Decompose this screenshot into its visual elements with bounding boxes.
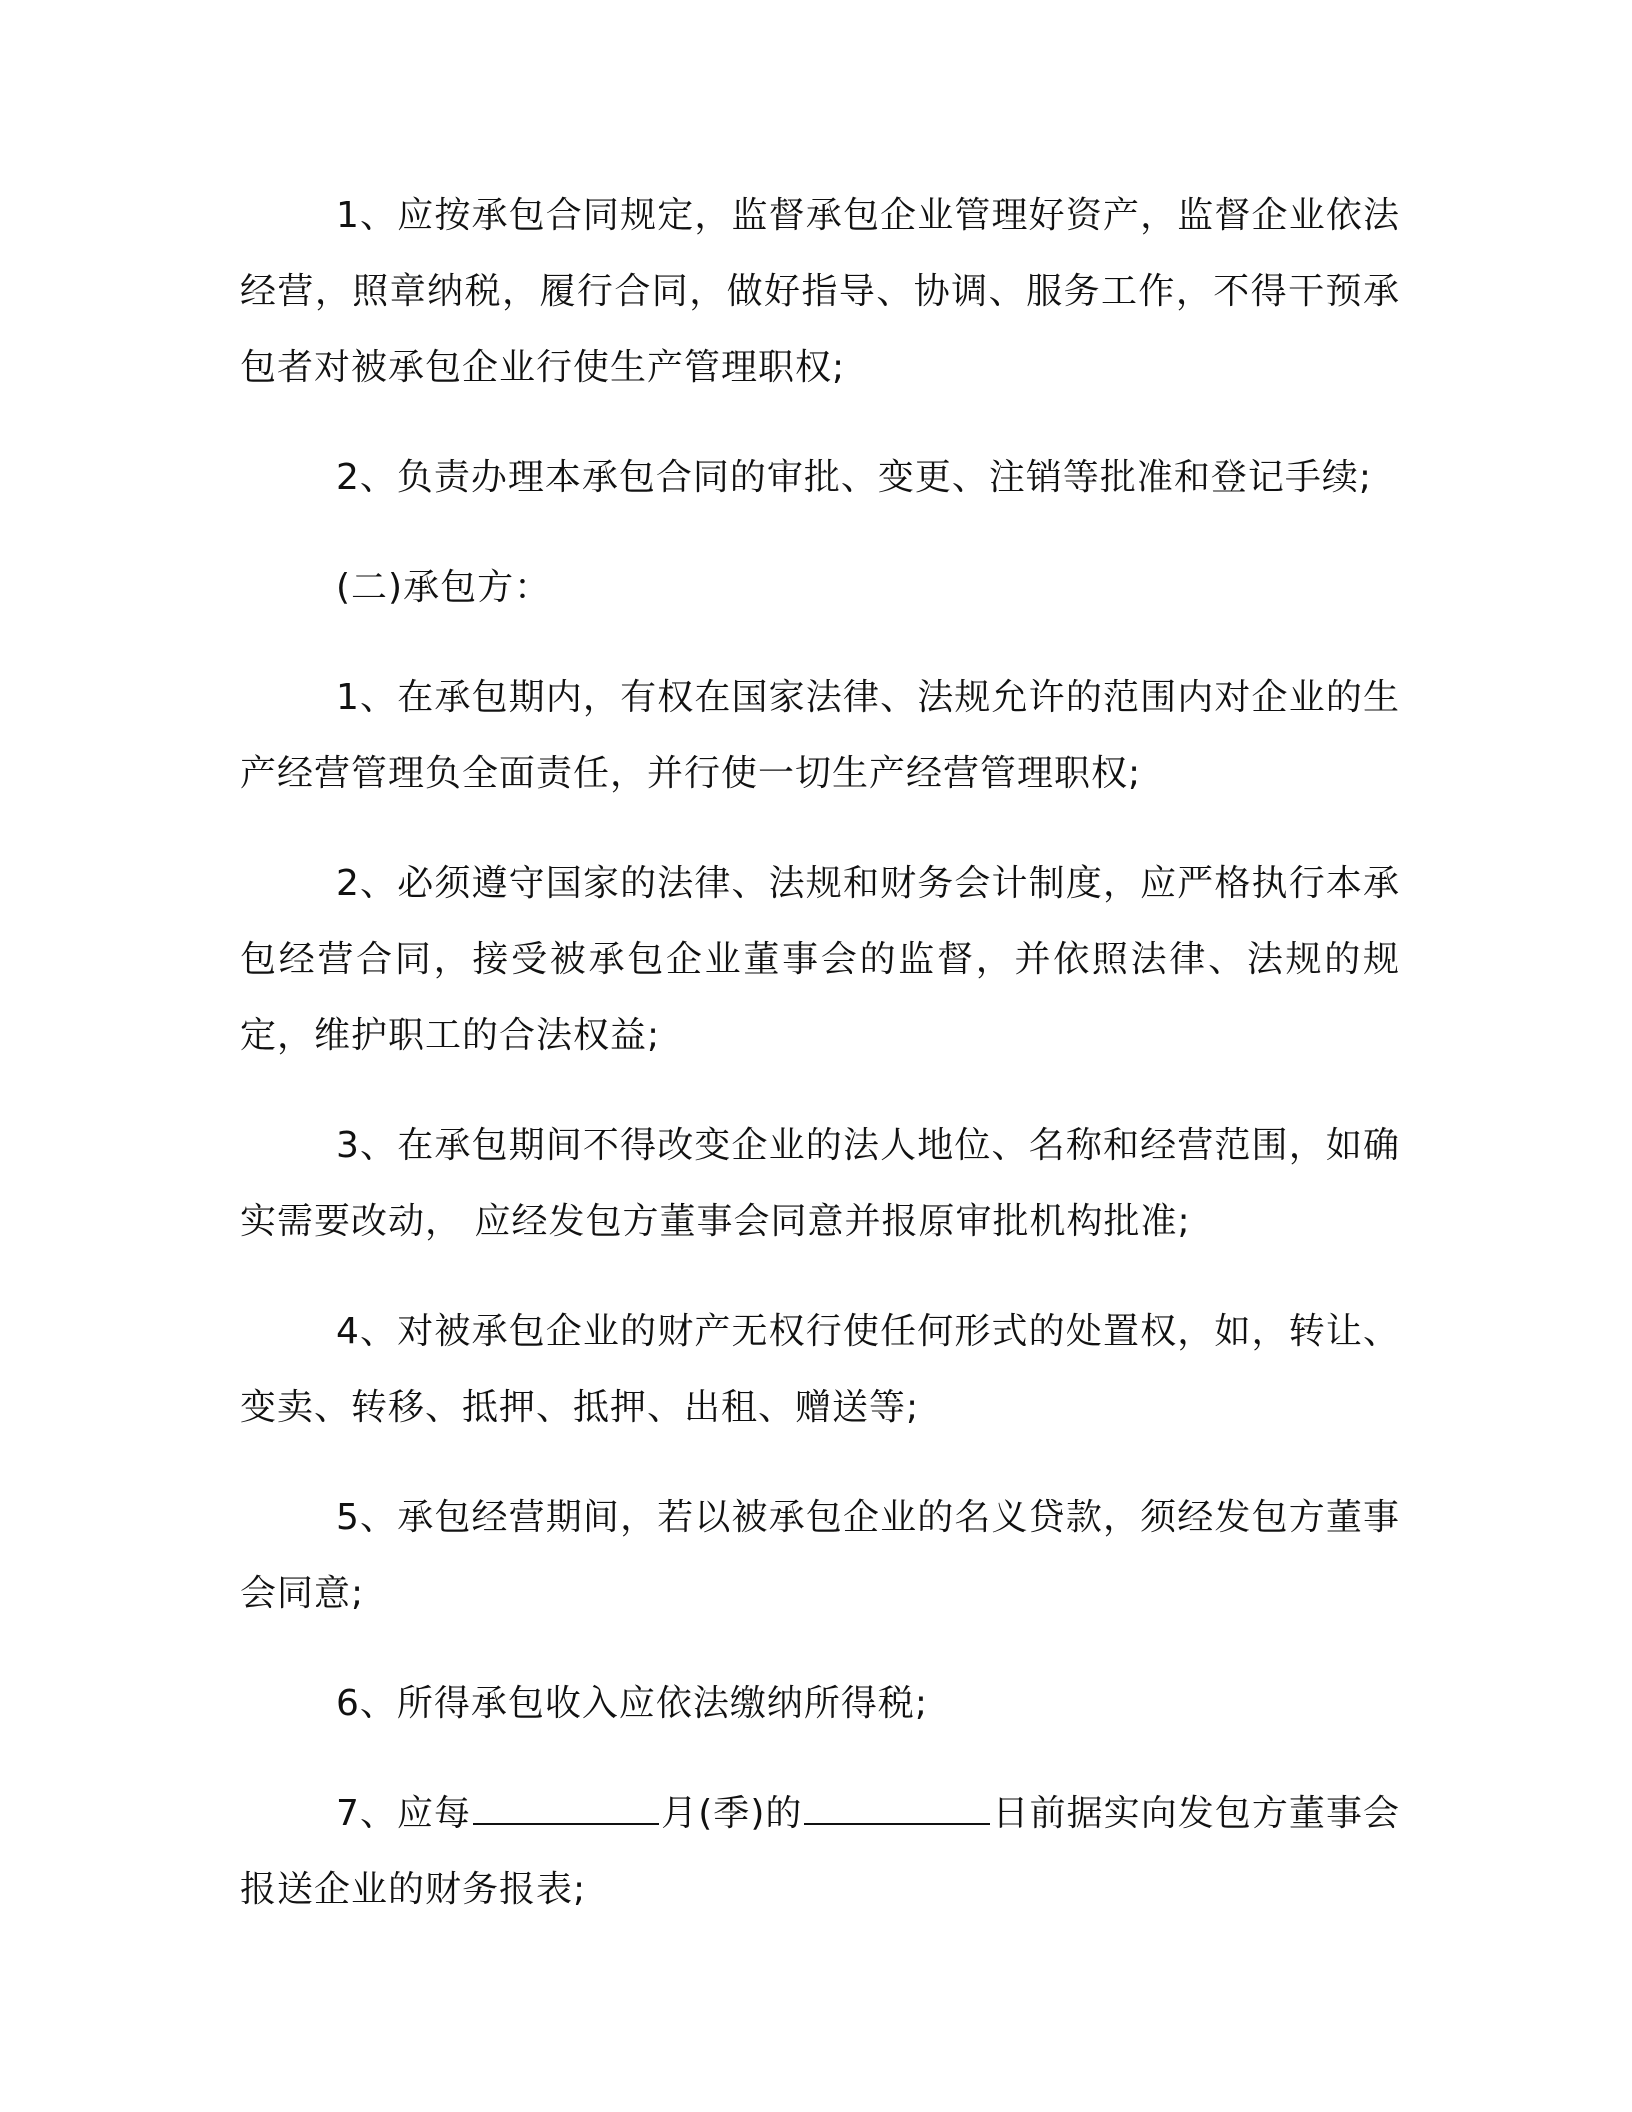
paragraph-owner-duty-2: 2、负责办理本承包合同的审批、变更、注销等批准和登记手续; bbox=[336, 457, 1373, 498]
paragraph-contractor-duty-4: 4、对被承包企业的财产无权行使任何形式的处置权，如，转让、变卖、转移、抵押、抵押、出租、赠送等; bbox=[240, 1311, 1400, 1428]
item7-text-start: 7、应每 bbox=[336, 1793, 472, 1834]
fill-blank-day[interactable] bbox=[804, 1787, 990, 1825]
paragraph-contractor-duty-7 bbox=[240, 1776, 1400, 1928]
fill-blank-month[interactable] bbox=[473, 1787, 659, 1825]
paragraph-contractor-duty-5: 5、承包经营期间，若以被承包企业的名义贷款，须经发包方董事会同意; bbox=[240, 1497, 1400, 1614]
paragraph-contractor-duty-1: 1、在承包期内，有权在国家法律、法规允许的范围内对企业的生产经营管理负全面责任，并行使一切生产经营管理职权; bbox=[240, 677, 1400, 794]
document-body bbox=[240, 178, 1400, 1962]
section-heading-contractor: (二)承包方： bbox=[336, 567, 552, 608]
paragraph-contractor-duty-3: 3、在承包期间不得改变企业的法人地位、名称和经营范围，如确实需要改动， 应经发包方董事会同意并报原审批机构批准; bbox=[240, 1125, 1400, 1242]
paragraph-contractor-duty-6: 6、所得承包收入应依法缴纳所得税; bbox=[336, 1683, 929, 1724]
paragraph-owner-duty-1: 1、应按承包合同规定，监督承包企业管理好资产，监督企业依法经营，照章纳税，履行合同，做好指导、协调、服务工作，不得干预承包者对被承包企业行使生产管理职权; bbox=[240, 195, 1400, 388]
item7-text-middle: 月(季)的 bbox=[661, 1793, 803, 1834]
paragraph-contractor-duty-2: 2、必须遵守国家的法律、法规和财务会计制度，应严格执行本承包经营合同，接受被承包企业董事会的监督，并依照法律、法规的规定，维护职工的合法权益; bbox=[240, 863, 1400, 1056]
item7-text-end: 日前据实向发包方董事会报送企业的财务报表; bbox=[240, 1793, 1400, 1910]
